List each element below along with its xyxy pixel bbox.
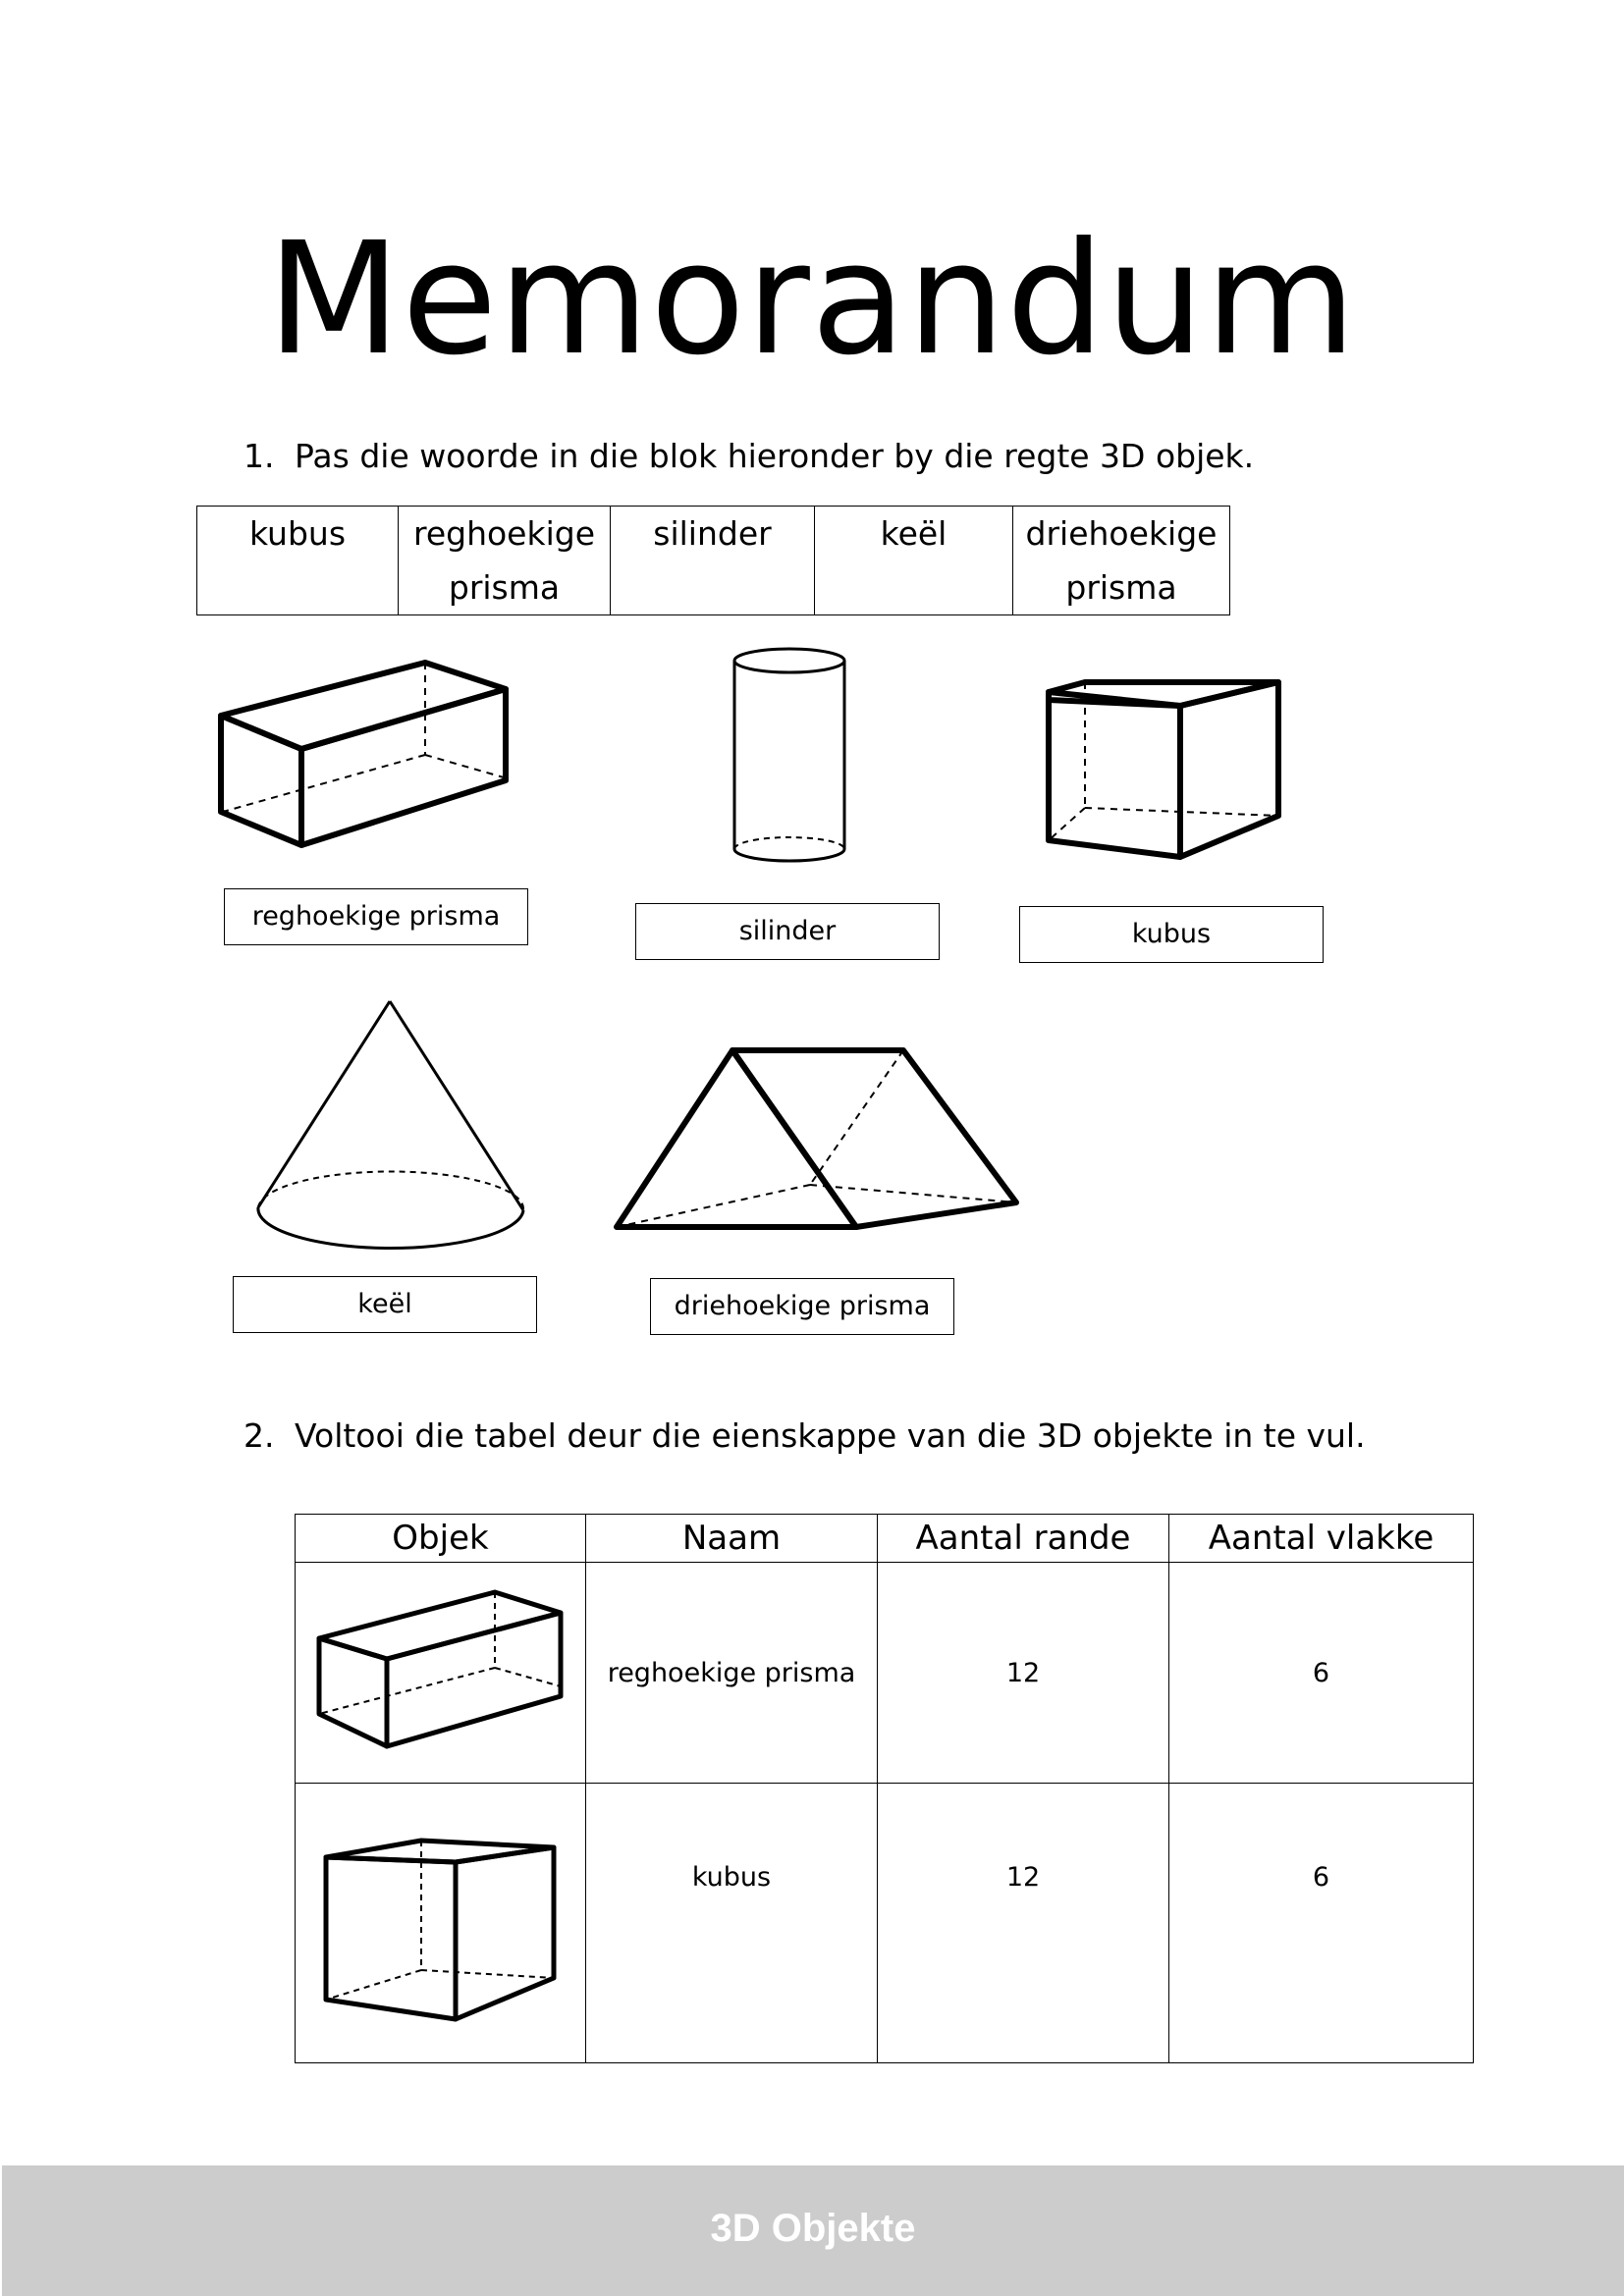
header-aantal-vlakke: Aantal vlakke (1169, 1515, 1474, 1563)
word-bank-cell (399, 507, 611, 615)
cube-shape (1041, 670, 1286, 867)
cell-naam: reghoekige prisma (586, 1563, 878, 1784)
cell-naam: kubus (586, 1784, 878, 2063)
table-row (296, 1563, 1474, 1784)
page-title: Memorandum (266, 209, 1358, 390)
header-objek: Objek (296, 1515, 586, 1563)
label-triangular-prism: driehoekige prisma (650, 1278, 954, 1335)
cube-shape (318, 1833, 564, 2029)
cylinder-shape (727, 643, 854, 869)
cell-aantal-rande: 12 (878, 1563, 1169, 1784)
word-bank-cell (815, 507, 1013, 615)
label-cone: keël (233, 1276, 537, 1333)
label-cylinder: silinder (635, 903, 940, 960)
table-row (296, 1784, 1474, 2063)
question-1-number: 1. (244, 437, 275, 475)
word-bank-cell (1013, 507, 1230, 615)
word-bank (196, 506, 1230, 615)
question-2 (244, 1416, 1366, 1455)
cell-objek (296, 1784, 586, 2063)
cell-aantal-vlakke: 6 (1169, 1563, 1474, 1784)
word-bank-word: reghoekige (412, 514, 596, 553)
table-header-row (296, 1515, 1474, 1563)
cell-aantal-rande: 12 (878, 1784, 1169, 2063)
word-bank-word: kubus (248, 514, 347, 553)
rectangular-prism-shape (211, 653, 515, 859)
header-naam: Naam (586, 1515, 878, 1563)
cell-objek (296, 1563, 586, 1784)
cell-aantal-vlakke: 6 (1169, 1784, 1474, 2063)
cone-shape (250, 996, 535, 1256)
header-aantal-rande: Aantal rande (878, 1515, 1169, 1563)
footer-title: 3D Objekte (710, 2207, 916, 2250)
word-bank-word: driehoekige (1025, 514, 1218, 553)
footer-bar (2, 2165, 1624, 2296)
question-1 (244, 437, 1254, 475)
question-2-text: Voltooi die tabel deur die eienskappe van die 3D objekte in te vul. (295, 1416, 1366, 1455)
question-2-number: 2. (244, 1416, 275, 1455)
word-bank-word: prisma (448, 568, 561, 607)
word-bank-word: prisma (1065, 568, 1177, 607)
label-rectangular-prism: reghoekige prisma (224, 888, 528, 945)
word-bank-word: keël (880, 514, 947, 553)
label-cube: kubus (1019, 906, 1324, 963)
word-bank-word: silinder (653, 514, 772, 553)
properties-table (295, 1514, 1474, 2063)
question-1-text: Pas die woorde in die blok hieronder by die regte 3D objek. (295, 437, 1255, 475)
rectangular-prism-shape (313, 1584, 568, 1761)
word-bank-cell (197, 507, 399, 615)
word-bank-cell (611, 507, 815, 615)
triangular-prism-shape (609, 1042, 1021, 1239)
